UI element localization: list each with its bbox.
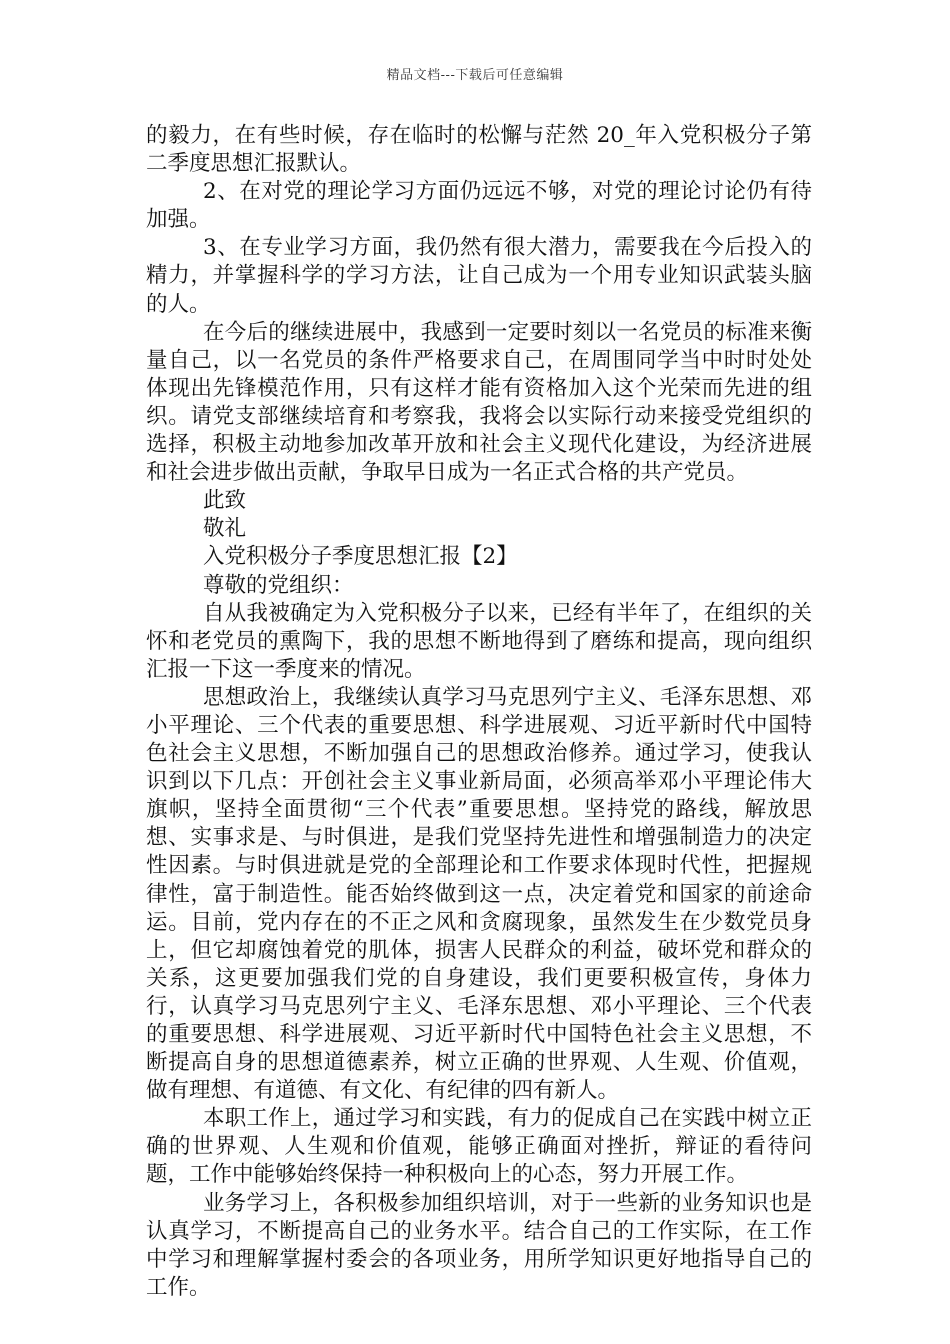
paragraph-business-study: 业务学习上，各积极参加组织培训，对于一些新的业务知识也是认真学习，不断提高自己的业务水平。结合自己的工作实际，在工作中学习和理解掌握村委会的各项业务，用所学知识更好地指导自己的工作。 (146, 1190, 812, 1300)
paragraph-continued: 的毅力，在有些时候，存在临时的松懈与茫然 20_年入党积极分子第二季度思想汇报默认。 (146, 123, 812, 177)
section-title: 入党积极分子季度思想汇报【2】 (203, 544, 518, 570)
page-header: 精品文档---下载后可任意编辑 (386, 68, 564, 83)
paragraph-point-3: 3、在专业学习方面，我仍然有很大潜力，需要我在今后投入的精力，并掌握科学的学习方法，让自己成为一个用专业知识武装头脑的人。 (146, 235, 812, 317)
closing-salutation: 此致 (203, 488, 247, 514)
paragraph-future-plan: 在今后的继续进展中，我感到一定要时刻以一名党员的标准来衡量自己，以一名党员的条件严格要求自己，在周围同学当中时时处处体现出先锋模范作用，只有这样才能有资格加入这个光荣而先进的组织。请党支部继续培育和考察我，我将会以实际行动来接受党组织的选择，积极主动地参加改革开放和社会主义现代化建设，为经济进展和社会进步做出贡献，争取早日成为一名正式合格的共产党员。 (146, 319, 812, 486)
paragraph-intro: 自从我被确定为入党积极分子以来，已经有半年了，在组织的关怀和老党员的熏陶下，我的思想不断地得到了磨练和提高，现向组织汇报一下这一季度来的情况。 (146, 600, 812, 682)
document-body (146, 122, 812, 1302)
paragraph-political-thought: 思想政治上，我继续认真学习马克思列宁主义、毛泽东思想、邓小平理论、三个代表的重要思想、科学进展观、习近平新时代中国特色社会主义思想，不断加强自己的思想政治修养。通过学习，使我认识到以下几点：开创社会主义事业新局面，必须高举邓小平理论伟大旗帜，坚持全面贯彻“三个代表”重要思想。坚持党的路线，解放思想、实事求是、与时俱进，是我们党坚持先进性和增强制造力的决定性因素。与时俱进就是党的全部理论和工作要求体现时代性，把握规律性，富于制造性。能否始终做到这一点，决定着党和国家的前途命运。目前，党内存在的不正之风和贪腐现象，虽然发生在少数党员身上，但它却腐蚀着党的肌体，损害人民群众的利益，破坏党和群众的关系，这更要加强我们党的自身建设，我们更要积极宣传，身体力行，认真学习马克思列宁主义、毛泽东思想、邓小平理论、三个代表的重要思想、科学进展观、习近平新时代中国特色社会主义思想，不断提高自身的思想道德素养，树立正确的世界观、人生观、价值观，做有理想、有道德、有文化、有纪律的四有新人。 (146, 684, 812, 1104)
paragraph-work: 本职工作上，通过学习和实践，有力的促成自己在实践中树立正确的世界观、人生观和价值观，能够正确面对挫折，辩证的看待问题，工作中能够始终保持一种积极向上的心态，努力开展工作。 (146, 1106, 812, 1188)
paragraph-point-2: 2、在对党的理论学习方面仍远远不够，对党的理论讨论仍有待加强。 (146, 179, 812, 233)
greeting: 尊敬的党组织： (203, 572, 354, 598)
closing-regards: 敬礼 (203, 516, 247, 542)
